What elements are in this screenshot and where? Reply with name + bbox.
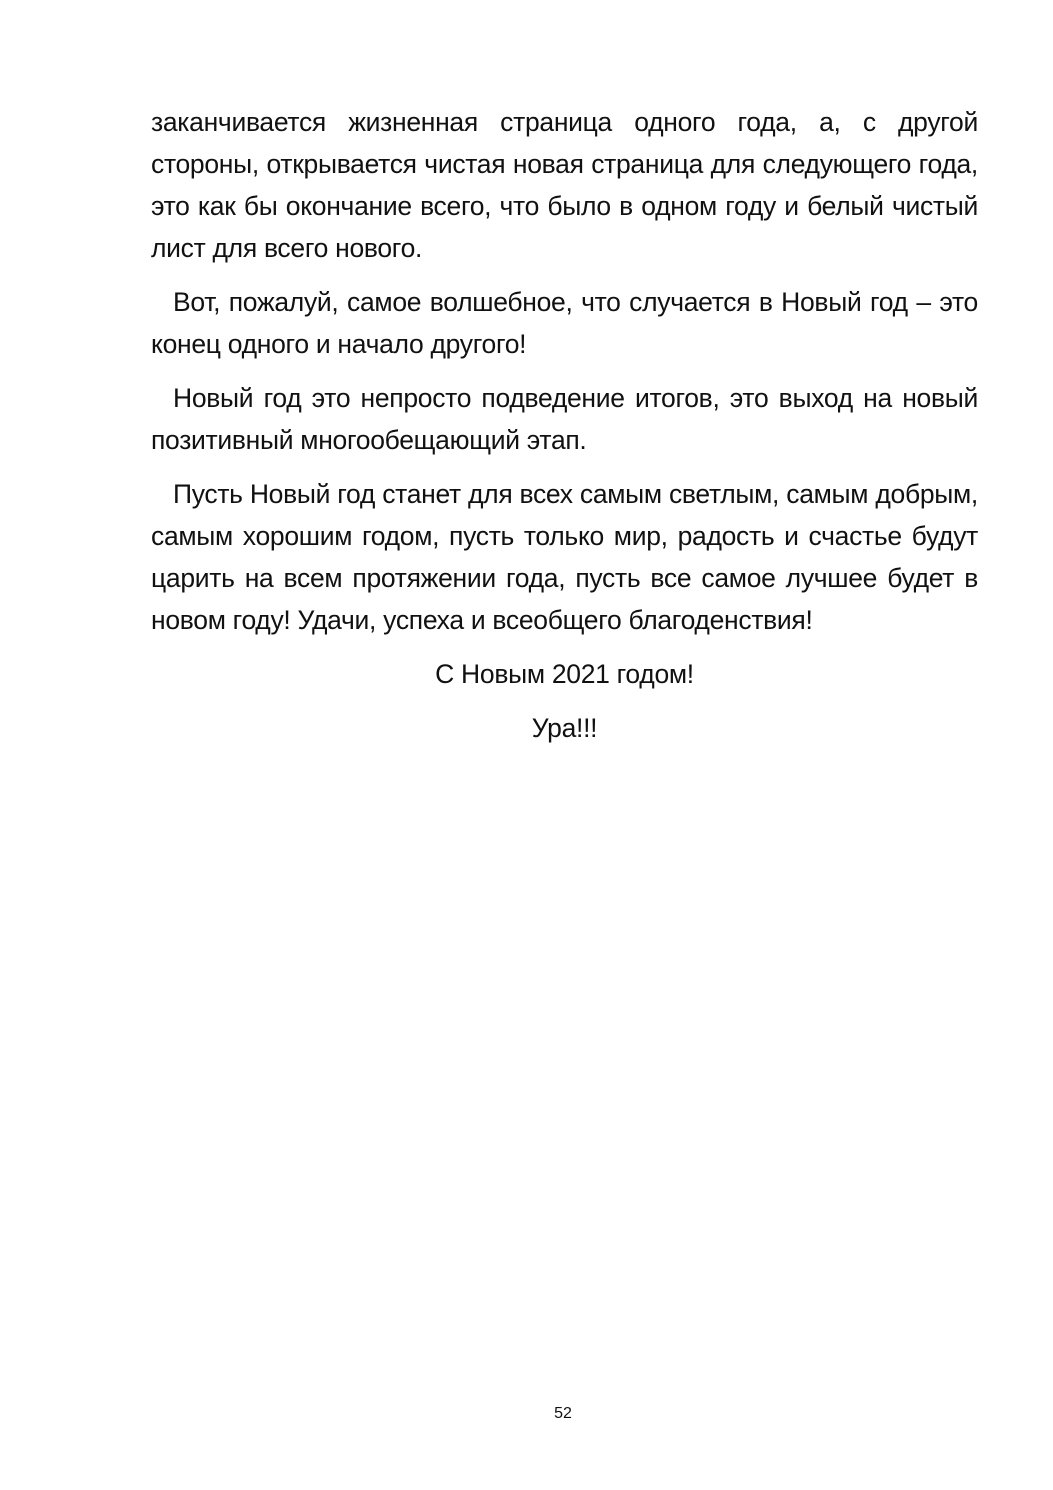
paragraph-magic: Вот, пожалуй, самое волшебное, что случается в Новый год – это конец одного и начало другого!: [151, 287, 978, 359]
page-number: 52: [554, 1405, 572, 1422]
body-text: [151, 101, 978, 761]
paragraph-continuation: заканчивается жизненная страница одного года, а, с другой стороны, открывается чистая новая страница для следующего года, это как бы окончание всего, что было в одном году и белый чистый лист для всего нового.: [151, 107, 978, 263]
paragraph-wishes: Пусть Новый год станет для всех самым светлым, самым добрым, самым хорошим годом, пусть только мир, радость и счастье будут царить на всем протяжении года, пусть все самое лучшее будет в новом году! Удачи, успеха и всеобщего благоденствия!: [151, 479, 978, 635]
closing-cheer: Ура!!!: [531, 713, 598, 743]
paragraph-new-stage: Новый год это непросто подведение итогов, это выход на новый позитивный многообещающий этап.: [151, 383, 978, 455]
closing-greeting: С Новым 2021 годом!: [435, 659, 694, 689]
